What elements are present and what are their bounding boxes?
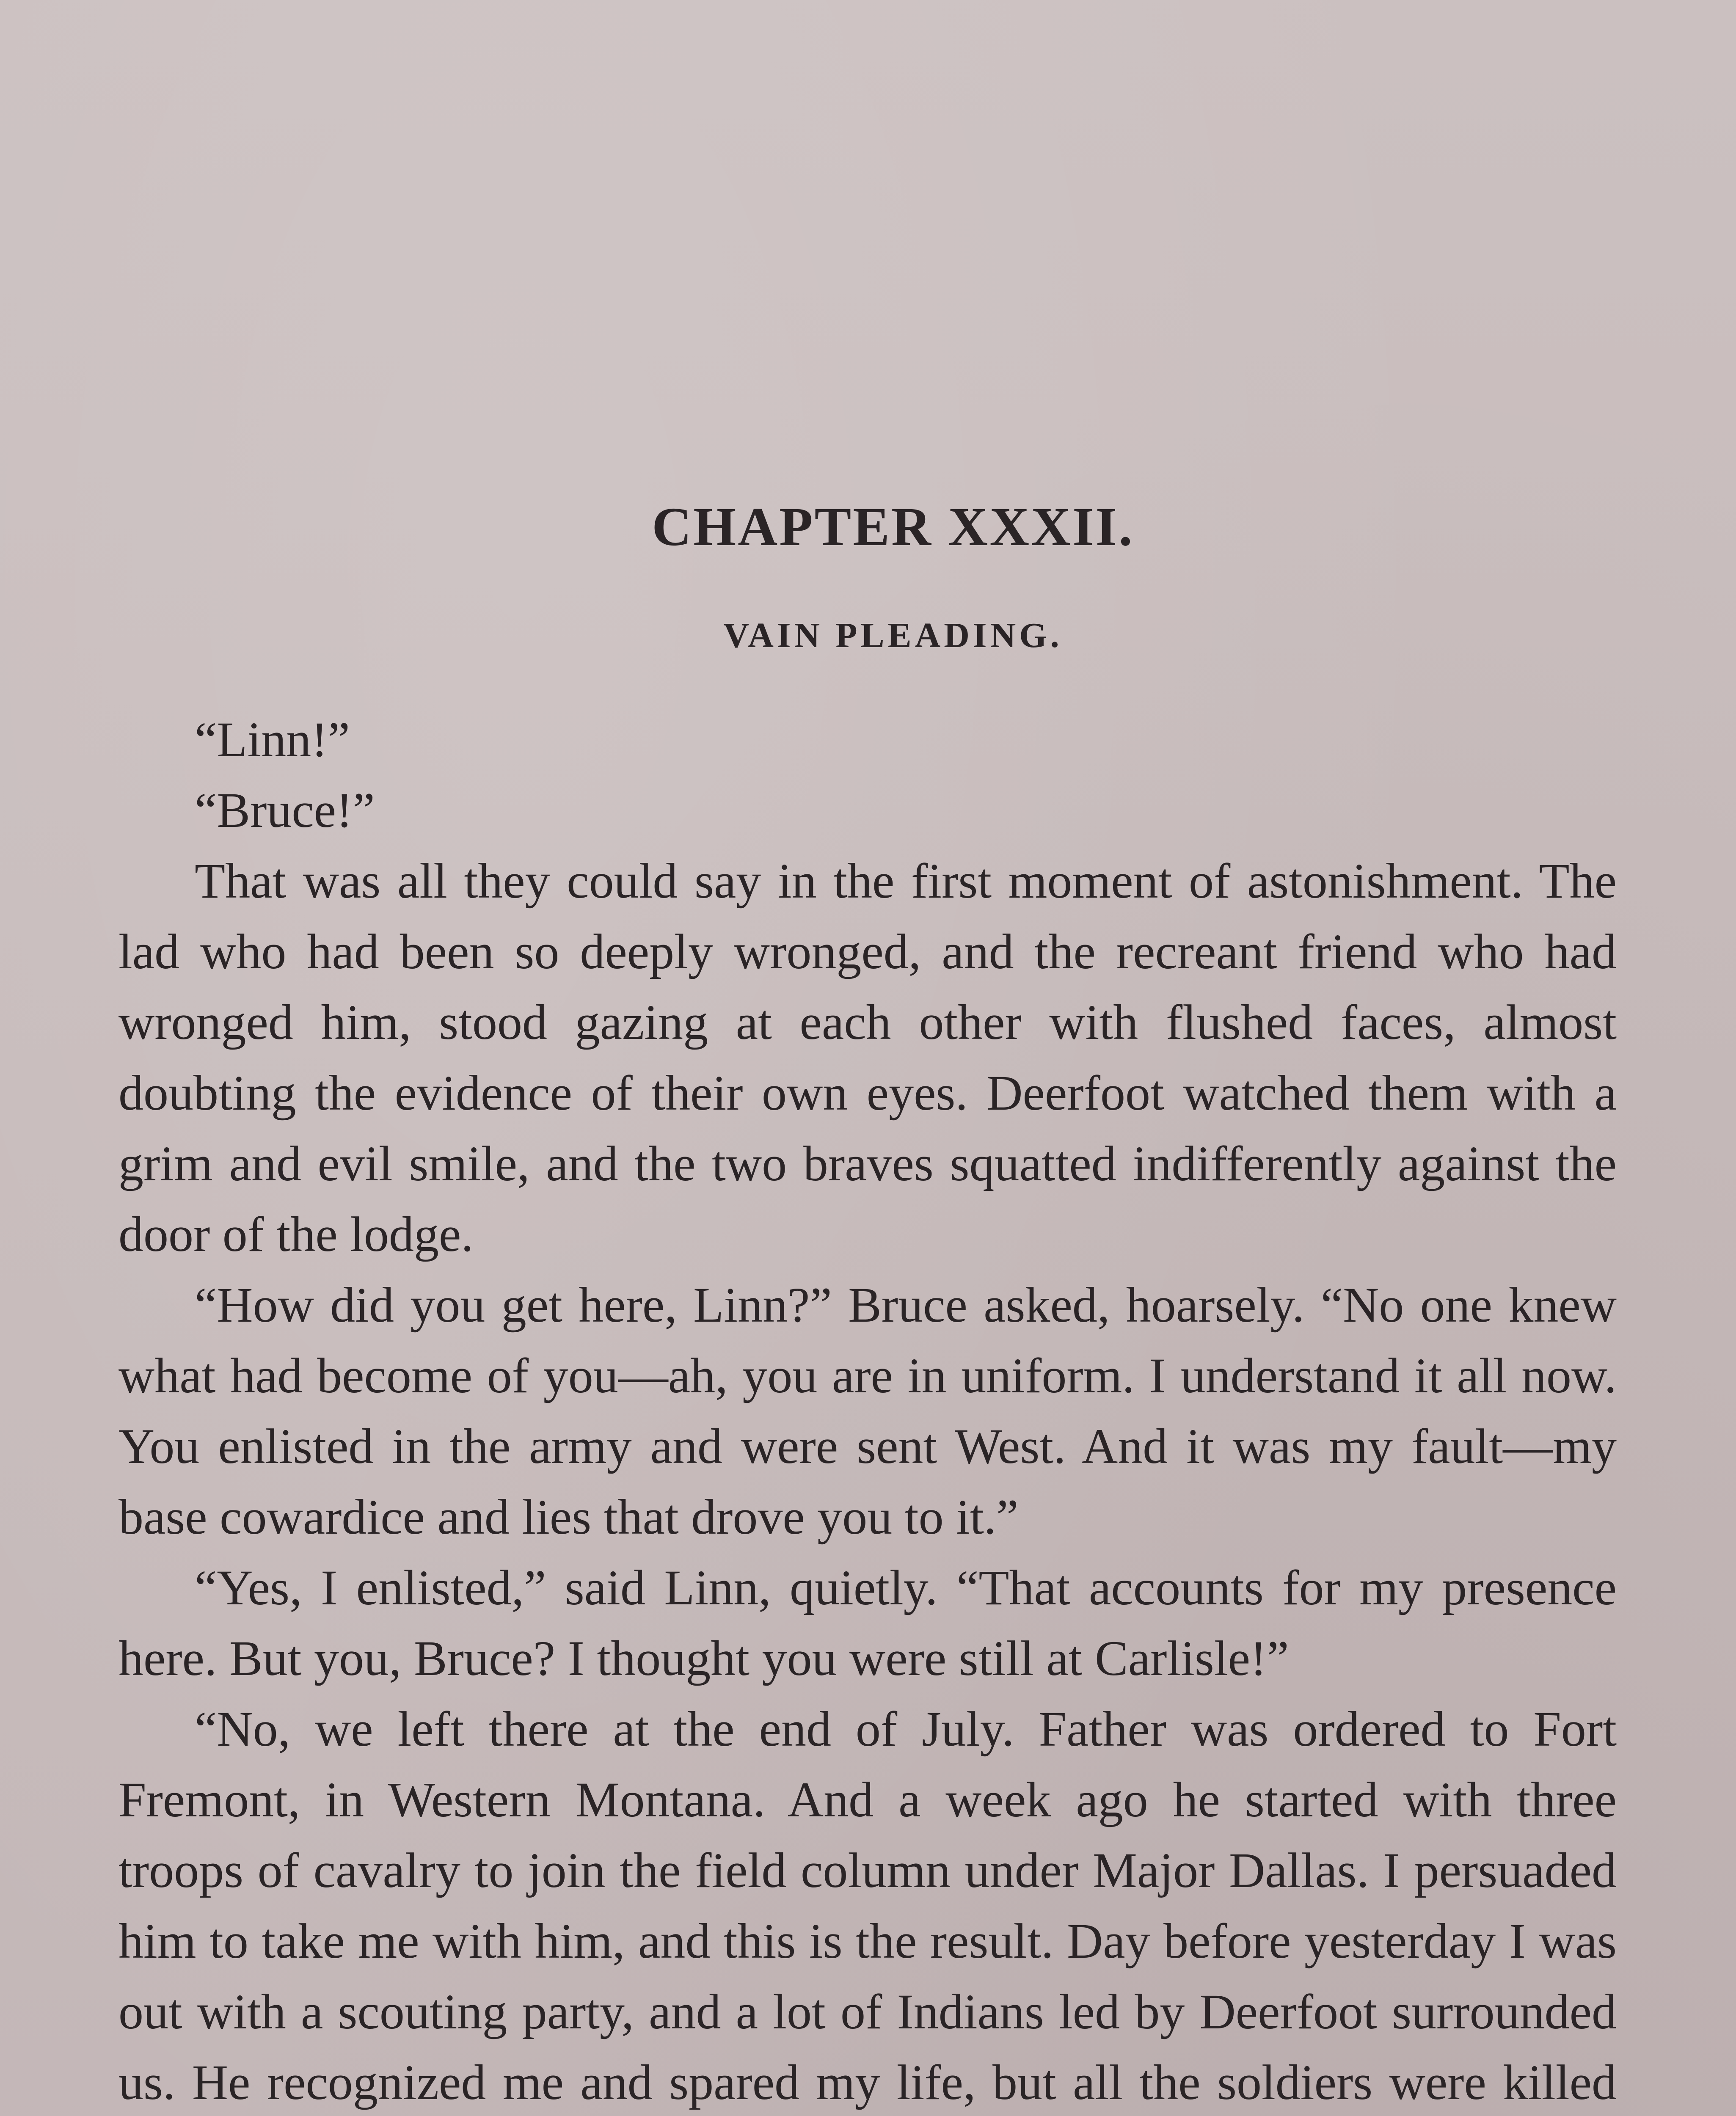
paragraph-3: That was all they could say in the first moment of astonishment. The lad who had been so deeply wronged, and the recreant friend who had wronged him, stood gazing at each other with flushed faces, almost doubting the evidence of their own eyes. Deerfoot watched them with a grim and evil smile, and the two braves squatted indifferently against the door of the lodge. xyxy=(118,853,1617,1262)
chapter-title: CHAPTER XXXII. xyxy=(652,496,1134,557)
paragraph-6: “No, we left there at the end of July. Father was ordered to Fort Fremont, in Western Montana. And a week ago he started with three troops of cavalry to join the field column under Major Dallas. I persuaded him to take me with him, and this is the result. Day before yesterday I was out with a scouting party, and a lot of Indians led by Deerfoot surrounded us. He recognized me and spared my life, but all the soldiers were killed xyxy=(118,1701,1617,2110)
paragraph-2: “Bruce!” xyxy=(195,782,375,838)
paragraph-1: “Linn!” xyxy=(195,712,350,767)
page-content xyxy=(118,496,1617,2116)
paragraph-4: “How did you get here, Linn?” Bruce asked, hoarsely. “No one knew what had become of you—ah, you are in uniform. I understand it all now. You enlisted in the army and were sent West. And it was my fault—my base cowardice and lies that drove you to it.” xyxy=(118,1277,1617,1545)
chapter-subtitle: VAIN PLEADING. xyxy=(723,616,1063,655)
paragraph-5: “Yes, I enlisted,” said Linn, quietly. “That accounts for my presence here. But you, Bruce? I thought you were still at Carlisle!” xyxy=(118,1560,1617,1686)
